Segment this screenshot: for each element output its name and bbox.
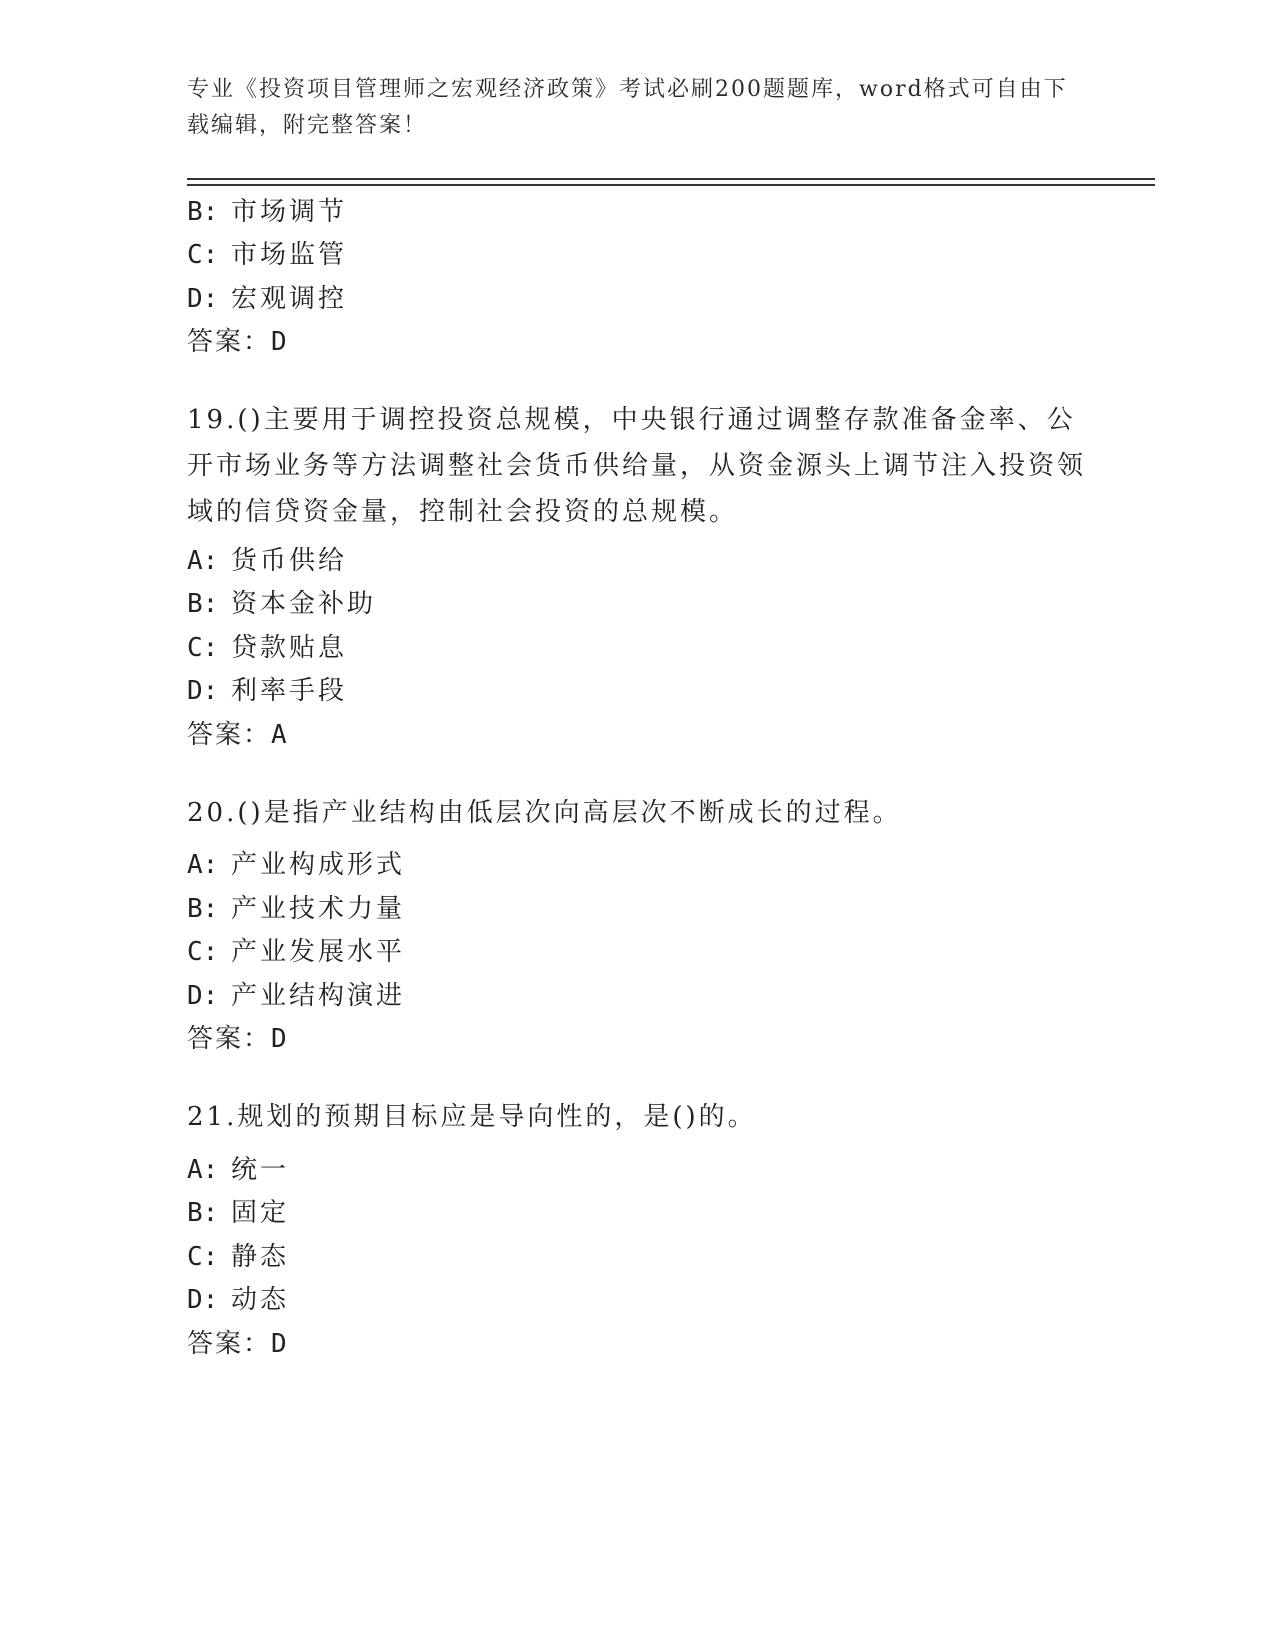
answer-value: D bbox=[271, 1329, 287, 1359]
option-text: 宏观调控 bbox=[231, 284, 348, 314]
option-key: D: bbox=[187, 1285, 219, 1315]
option-b bbox=[187, 888, 405, 925]
option-c bbox=[187, 234, 347, 271]
option-text: 产业结构演进 bbox=[231, 981, 406, 1011]
option-d bbox=[187, 975, 405, 1012]
option-a bbox=[187, 540, 347, 577]
option-key: B: bbox=[187, 1198, 219, 1228]
option-text: 动态 bbox=[231, 1285, 290, 1315]
option-b bbox=[187, 583, 376, 620]
option-key: A: bbox=[187, 1155, 219, 1185]
option-text: 市场调节 bbox=[231, 197, 348, 227]
answer-line bbox=[187, 321, 287, 358]
option-key: A: bbox=[187, 546, 219, 576]
answer-value: D bbox=[271, 1024, 287, 1054]
option-text: 市场监管 bbox=[231, 240, 348, 270]
option-key: D: bbox=[187, 981, 219, 1011]
question-21-text: 21.规划的预期目标应是导向性的，是()的。 bbox=[187, 1102, 757, 1132]
option-c bbox=[187, 931, 405, 968]
option-text: 固定 bbox=[231, 1198, 290, 1228]
option-key: C: bbox=[187, 1242, 219, 1272]
option-c bbox=[187, 627, 347, 664]
question-20-text: 20.()是指产业结构由低层次向高层次不断成长的过程。 bbox=[187, 798, 902, 828]
option-key: C: bbox=[187, 240, 219, 270]
answer-line bbox=[187, 1323, 287, 1360]
header-divider-top bbox=[187, 178, 1155, 180]
option-text: 产业发展水平 bbox=[231, 937, 406, 967]
option-b bbox=[187, 191, 347, 228]
option-d bbox=[187, 670, 347, 707]
option-key: D: bbox=[187, 676, 219, 706]
answer-value: D bbox=[271, 327, 287, 357]
question-19-text: 19.()主要用于调控投资总规模，中央银行通过调整存款准备金率、公开市场业务等方法调整社会货币供给量，从资金源头上调节注入投资领域的信贷资金量，控制社会投资的总规模。 bbox=[187, 405, 1087, 527]
option-text: 货币供给 bbox=[231, 546, 348, 576]
option-key: A: bbox=[187, 850, 219, 880]
option-key: B: bbox=[187, 589, 219, 619]
document-intro: 专业《投资项目管理师之宏观经济政策》考试必刷200题题库，word格式可自由下载编辑，附完整答案！ bbox=[187, 77, 1068, 138]
option-text: 资本金补助 bbox=[231, 589, 377, 619]
option-d bbox=[187, 1279, 289, 1316]
answer-value: A bbox=[271, 720, 287, 750]
option-text: 产业构成形式 bbox=[231, 850, 406, 880]
option-text: 统一 bbox=[231, 1155, 290, 1185]
answer-label: 答案： bbox=[187, 1329, 272, 1359]
option-a bbox=[187, 1149, 289, 1186]
option-d bbox=[187, 278, 347, 315]
option-b bbox=[187, 1192, 289, 1229]
answer-line bbox=[187, 714, 287, 751]
header-divider-bottom bbox=[187, 184, 1155, 186]
option-text: 产业技术力量 bbox=[231, 894, 406, 924]
answer-label: 答案： bbox=[187, 1024, 272, 1054]
option-text: 静态 bbox=[231, 1242, 290, 1272]
option-text: 利率手段 bbox=[231, 676, 348, 706]
answer-line bbox=[187, 1018, 287, 1055]
option-c bbox=[187, 1236, 289, 1273]
option-key: B: bbox=[187, 894, 219, 924]
option-text: 贷款贴息 bbox=[231, 633, 348, 663]
option-key: B: bbox=[187, 197, 219, 227]
answer-label: 答案： bbox=[187, 720, 272, 750]
answer-label: 答案： bbox=[187, 327, 272, 357]
option-key: C: bbox=[187, 937, 219, 967]
option-key: D: bbox=[187, 284, 219, 314]
option-key: C: bbox=[187, 633, 219, 663]
option-a bbox=[187, 844, 405, 881]
